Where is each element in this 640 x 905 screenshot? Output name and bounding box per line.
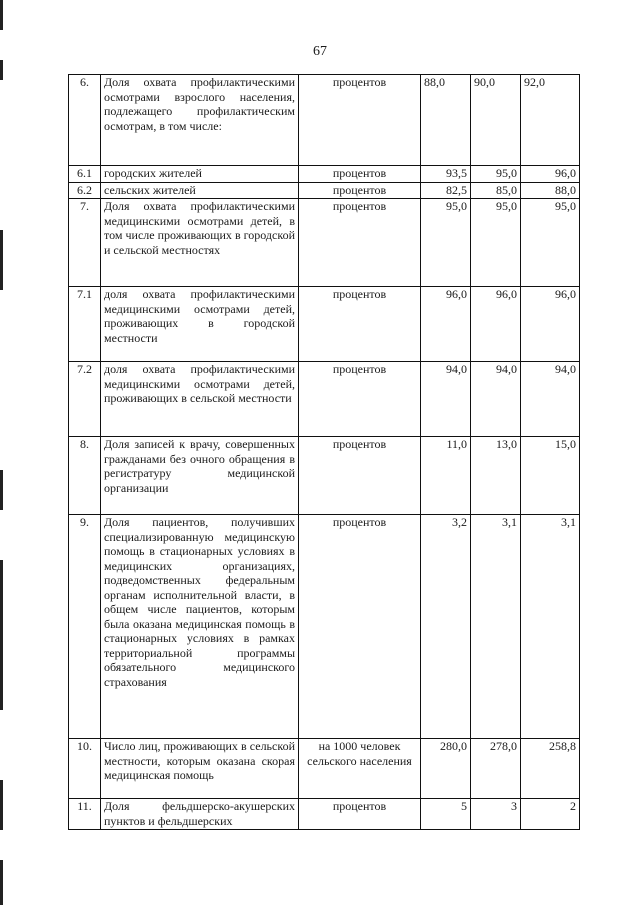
row-number: 11. [69,799,101,830]
value-cell: 88,0 [521,182,580,199]
row-number: 7.1 [69,287,101,362]
row-unit: процентов [299,75,421,166]
value-cell: 95,0 [521,199,580,287]
value-cell: 96,0 [421,287,471,362]
row-unit: процентов [299,199,421,287]
table-row [69,799,580,830]
value-cell: 3,1 [521,515,580,739]
row-description: доля охвата профилактическими медицинскими осмотрами детей, проживающих в городской местности [101,287,299,362]
table-row [69,739,580,799]
value-cell: 88,0 [421,75,471,166]
row-description: доля охвата профилактическими медицинскими осмотрами детей, проживающих в сельской местности [101,362,299,437]
row-unit: процентов [299,437,421,515]
row-description: сельских жителей [101,182,299,199]
table-row [69,362,580,437]
value-cell: 96,0 [471,287,521,362]
row-description: Доля фельдшерско-акушерских пунктов и фельдшерских [101,799,299,830]
value-cell: 82,5 [421,182,471,199]
row-number: 7.2 [69,362,101,437]
table-row [69,166,580,183]
row-description: Доля пациентов, получивших специализированную медицинскую помощь в стационарных условиях в медицинских организациях, подведомственных федеральным органам исполнительной власти, в общем числе пациентов, которым была оказана медицинская помощь в стационарных условиях в рамках территориальной программы обязательного медицинского страхования [101,515,299,739]
row-unit: процентов [299,182,421,199]
value-cell: 94,0 [471,362,521,437]
indicators-table [68,74,580,830]
value-cell: 96,0 [521,287,580,362]
value-cell: 90,0 [471,75,521,166]
value-cell: 11,0 [421,437,471,515]
value-cell: 95,0 [471,166,521,183]
value-cell: 94,0 [421,362,471,437]
row-number: 6.1 [69,166,101,183]
row-description: Доля охвата профилактическими осмотрами взрослого населения, подлежащего профилактическим осмотрам, в том числе: [101,75,299,166]
row-number: 6.2 [69,182,101,199]
value-cell: 95,0 [421,199,471,287]
value-cell: 278,0 [471,739,521,799]
row-unit: процентов [299,362,421,437]
value-cell: 258,8 [521,739,580,799]
value-cell: 96,0 [521,166,580,183]
table-row [69,287,580,362]
page-number: 67 [313,44,327,59]
value-cell: 5 [421,799,471,830]
value-cell: 94,0 [521,362,580,437]
row-number: 9. [69,515,101,739]
table-row [69,182,580,199]
row-description: Число лиц, проживающих в сельской местности, которым оказана скорая медицинская помощь [101,739,299,799]
value-cell: 85,0 [471,182,521,199]
row-description: Доля записей к врачу, совершенных гражданами без очного обращения в регистратуру медицинской организации [101,437,299,515]
value-cell: 2 [521,799,580,830]
row-unit: процентов [299,166,421,183]
row-unit: процентов [299,287,421,362]
value-cell: 280,0 [421,739,471,799]
row-description: Доля охвата профилактическими медицинскими осмотрами детей, в том числе проживающих в городской и сельской местностях [101,199,299,287]
value-cell: 3,1 [471,515,521,739]
row-number: 8. [69,437,101,515]
row-number: 10. [69,739,101,799]
value-cell: 13,0 [471,437,521,515]
value-cell: 3 [471,799,521,830]
table-row [69,437,580,515]
table-row [69,75,580,166]
value-cell: 93,5 [421,166,471,183]
row-number: 7. [69,199,101,287]
table-row [69,515,580,739]
value-cell: 15,0 [521,437,580,515]
scan-edge-marks [0,0,6,905]
row-unit: на 1000 человек сельского населения [299,739,421,799]
value-cell: 95,0 [471,199,521,287]
row-description: городских жителей [101,166,299,183]
table-row [69,199,580,287]
row-unit: процентов [299,799,421,830]
value-cell: 3,2 [421,515,471,739]
value-cell: 92,0 [521,75,580,166]
row-number: 6. [69,75,101,166]
row-unit: процентов [299,515,421,739]
